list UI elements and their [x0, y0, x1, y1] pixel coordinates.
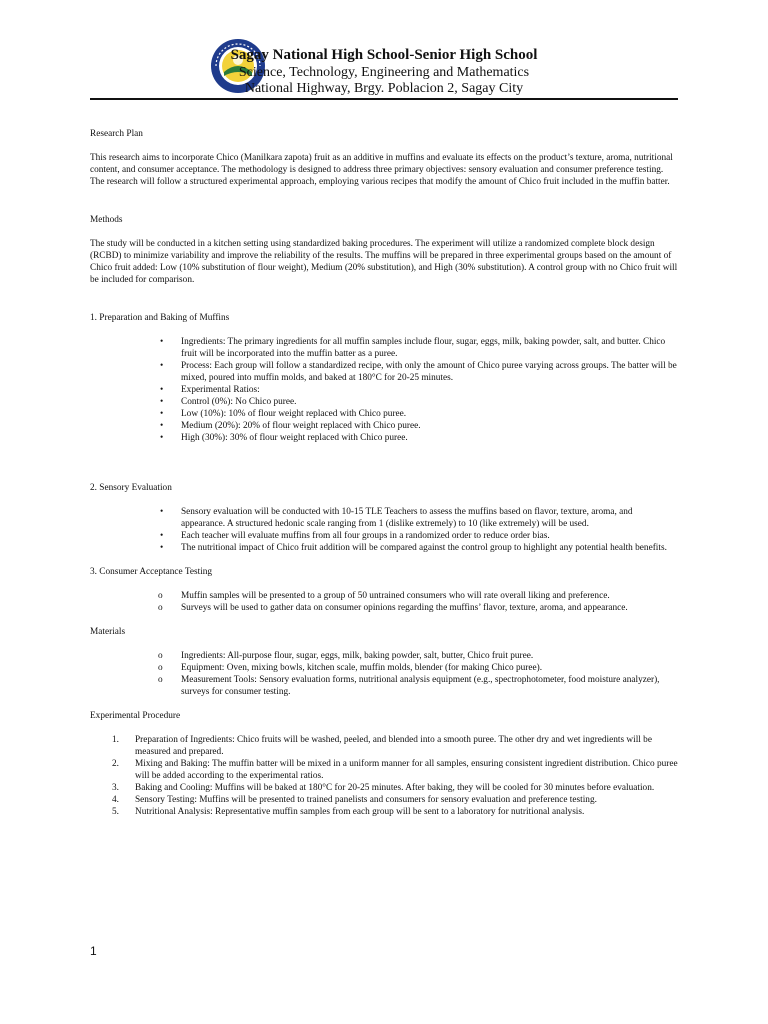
list-item: o Ingredients: All-purpose flour, sugar, eggs, milk, baking powder, salt, butter, Chico fruit puree.: [158, 651, 534, 661]
list-item: • Low (10%): 10% of flour weight replaced with Chico puree.: [160, 409, 407, 419]
list-item: o Muffin samples will be presented to a group of 50 untrained consumers who will rate overall liking and preference.: [158, 591, 610, 601]
list-item: • Experimental Ratios:: [160, 385, 260, 395]
research-plan-paragraph: This research aims to incorporate Chico (Manilkara zapota) fruit as an additive in muffins and evaluate its effects on the product’s texture, aroma, nutritional content, and consumer acceptance. The methodology is designed to address three primary objectives: sensory evaluation and consumer preference testing. The research will follow a structured experimental approach, employing various recipes that modify the amount of Chico fruit included in the muffin batter.: [90, 153, 673, 187]
bullet-marker: •: [160, 397, 164, 407]
bullet-marker: •: [160, 507, 164, 517]
list-item: 2. Mixing and Baking: The muffin batter will be mixed in a uniform manner for all samples, ensuring consistent ingredient distribution. Chico puree will be added according to the experimental ratios.: [112, 759, 678, 781]
materials-heading: Materials: [90, 627, 126, 637]
bullet-marker: •: [160, 385, 164, 395]
list-item: • Ingredients: The primary ingredients for all muffin samples include flour, sugar, eggs, milk, baking powder, salt, and butter. Chico fruit will be incorporated into the muffin batter as a puree.: [160, 337, 666, 359]
materials-list: [90, 650, 678, 698]
list-item: • Medium (20%): 20% of flour weight replaced with Chico puree.: [160, 421, 421, 431]
list-item: 1. Preparation of Ingredients: Chico fruits will be washed, peeled, and blended into a smooth puree. The other dry and wet ingredients will be measured and prepared.: [112, 735, 652, 757]
list-item: o Surveys will be used to gather data on consumer opinions regarding the muffins’ flavor, texture, aroma, and appearance.: [158, 603, 628, 613]
list-item: • The nutritional impact of Chico fruit addition will be compared against the control group to highlight any potential health benefits.: [160, 543, 667, 553]
header-divider: [90, 98, 678, 100]
step-number: 2.: [112, 759, 119, 769]
step-number: 1.: [112, 735, 119, 745]
bullet-marker: •: [160, 543, 164, 553]
letterhead: [90, 38, 678, 100]
section-3-heading: 3. Consumer Acceptance Testing: [90, 567, 213, 577]
list-item: o Measurement Tools: Sensory evaluation forms, nutritional analysis equipment (e.g., spectrophotometer, food moisture analyzer), surveys for consumer testing.: [158, 675, 660, 697]
list-item: o Equipment: Oven, mixing bowls, kitchen scale, muffin molds, blender (for making Chico puree).: [158, 663, 543, 673]
school-name: Sagay National High School-Senior High School: [230, 47, 538, 63]
list-item: • Process: Each group will follow a standardized recipe, with only the amount of Chico puree varying across groups. The batter will be mixed, poured into muffin molds, and baked at 180°C for 20-25 minutes.: [160, 361, 677, 383]
bullet-marker: •: [160, 433, 164, 443]
page-number: 1: [90, 944, 97, 958]
circle-marker: o: [158, 603, 163, 613]
bullet-marker: •: [160, 361, 164, 371]
bullet-marker: •: [160, 421, 164, 431]
methods-heading: Methods: [90, 215, 123, 225]
document-body: [90, 128, 678, 818]
list-item: • Control (0%): No Chico puree.: [160, 397, 297, 407]
methods-paragraph: The study will be conducted in a kitchen setting using standardized baking procedures. The experiment will utilize a randomized complete block design (RCBD) to minimize variability and improve the reliability of the results. The muffins will be prepared in three experimental groups based on the amount of Chico fruit added: Low (10% substitution of flour weight), Medium (20% substitution), and High (30% substitution). A control group with no Chico fruit will be included for comparison.: [90, 239, 678, 285]
circle-marker: o: [158, 675, 163, 685]
list-item: • High (30%): 30% of flour weight replaced with Chico puree.: [160, 433, 408, 443]
research-plan-heading: Research Plan: [90, 129, 143, 139]
procedure-list: [90, 734, 678, 818]
bullet-marker: •: [160, 531, 164, 541]
strand-name: Science, Technology, Engineering and Mathematics: [238, 65, 530, 80]
circle-marker: o: [158, 651, 163, 661]
section-3-list: [90, 590, 678, 614]
list-item: • Sensory evaluation will be conducted with 10-15 TLE Teachers to assess the muffins based on flavor, texture, aroma, and appearance. A structured hedonic scale ranging from 1 (dislike extremely) to 10 (like extremely) will be used.: [160, 507, 633, 529]
section-2-heading: 2. Sensory Evaluation: [90, 483, 172, 493]
step-number: 5.: [112, 807, 119, 817]
list-item: 3. Baking and Cooling: Muffins will be baked at 180°C for 20-25 minutes. After baking, they will be cooled for 30 minutes before evaluation.: [112, 783, 655, 793]
list-item: 5. Nutritional Analysis: Representative muffin samples from each group will be sent to a laboratory for nutritional analysis.: [112, 807, 585, 817]
list-item: • Each teacher will evaluate muffins from all four groups in a randomized order to reduce order bias.: [160, 531, 550, 541]
step-number: 4.: [112, 795, 119, 805]
list-item: 4. Sensory Testing: Muffins will be presented to trained panelists and consumers for sensory evaluation and preference testing.: [112, 795, 597, 805]
school-address: National Highway, Brgy. Poblacion 2, Sagay City: [244, 81, 524, 96]
section-2-list: [90, 506, 678, 554]
procedure-heading: Experimental Procedure: [90, 711, 181, 721]
section-1-heading: 1. Preparation and Baking of Muffins: [90, 313, 230, 323]
section-1-list: [90, 336, 678, 444]
bullet-marker: •: [160, 337, 164, 347]
step-number: 3.: [112, 783, 119, 793]
circle-marker: o: [158, 591, 163, 601]
bullet-marker: •: [160, 409, 164, 419]
circle-marker: o: [158, 663, 163, 673]
